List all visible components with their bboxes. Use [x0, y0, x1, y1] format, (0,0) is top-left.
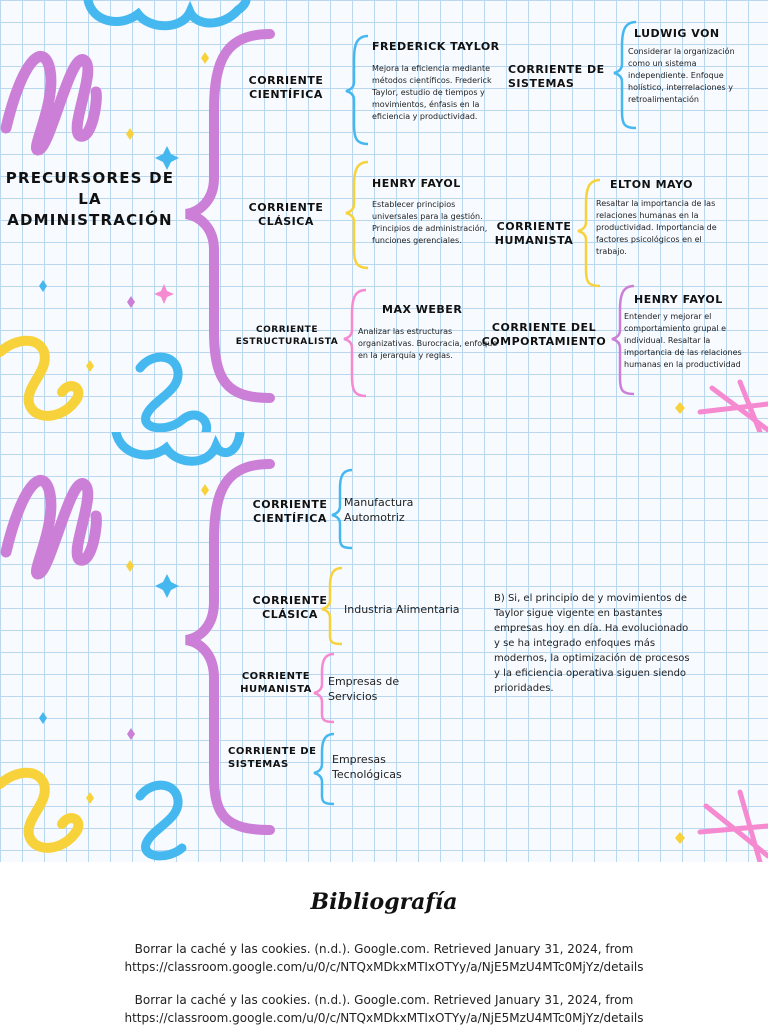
label-cientifica: CORRIENTE CIENTÍFICA: [248, 74, 324, 101]
name-fayol-comportamiento: HENRY FAYOL: [634, 293, 723, 306]
pink-star-decoration: [700, 382, 768, 432]
blue-curl-decoration: [140, 357, 207, 432]
label-humanista: CORRIENTE HUMANISTA: [494, 220, 574, 247]
label-clasica-2: CORRIENTE CLÁSICA: [252, 594, 328, 621]
blue-curl-decoration-2: [140, 785, 182, 856]
mind-map-precursores: [0, 0, 768, 432]
pink-star-decoration-2: [700, 792, 768, 862]
bibliography-title: Bibliografía: [310, 889, 458, 915]
label-clasica: CORRIENTE CLÁSICA: [248, 201, 324, 228]
value-alimentaria: Industria Alimentaria: [344, 603, 460, 616]
desc-weber: Analizar las estructuras organizativas. Burocracia, enfoque en la jerarquía y reglas.: [358, 327, 498, 360]
label-sistemas: CORRIENTE DE SISTEMAS: [508, 63, 605, 90]
purple-squiggle-decoration: [6, 56, 96, 150]
label-cientifica-2: CORRIENTE CIENTÍFICA: [252, 498, 328, 525]
yellow-curl-decoration-2: [0, 773, 78, 848]
yellow-curl-decoration: [0, 341, 78, 416]
desc-mayo: Resaltar la importancia de las relaciones humanas en la productividad. Importancia de factores psicológicos en el trabajo.: [596, 199, 717, 256]
brace-fayol: [346, 162, 368, 268]
reference-2-url[interactable]: https://classroom.google.com/u/0/c/NTQxMDkxMTIxOTYy/a/NjE5MzU4MTc0MjYz/details: [124, 1011, 644, 1025]
brace-taylor: [346, 36, 368, 144]
desc-ludwig: Considerar la organización como un sistema independiente. Enfoque holístico, interrelaciones y retroalimentación: [628, 47, 735, 104]
name-mayo: ELTON MAYO: [610, 178, 693, 191]
bibliography-section: [0, 862, 768, 1024]
blue-cloud-decoration-2: [116, 432, 240, 461]
answer-text: B) Si, el principio de y movimientos de Taylor sigue vigente en bastantes empresas hoy en día. Ha evolucionado y se ha integrado enfoques más modernos, la optimización de procesos y la eficiencia operativa siguen siendo prioridades.: [494, 593, 690, 694]
mind-map-aplicaciones: [0, 432, 768, 862]
blue-cloud-decoration: [88, 0, 246, 26]
label-comportamiento: CORRIENTE DEL COMPORTAMIENTO: [481, 321, 607, 348]
name-taylor: FREDERICK TAYLOR: [372, 40, 500, 53]
desc-taylor: Mejora la eficiencia mediante métodos científicos. Frederick Taylor, estudio de tiempos y movimientos, énfasis en la eficiencia y productividad.: [372, 64, 492, 121]
desc-fayol: Establecer principios universales para la gestión. Principios de administración, funciones gerenciales.: [372, 200, 488, 245]
label-sistemas-2: CORRIENTE DE SISTEMAS: [228, 746, 317, 770]
name-ludwig: LUDWIG VON: [634, 27, 720, 40]
desc-comportamiento: Entender y mejorar el comportamiento grupal e individual. Resaltar la importancia de las relaciones humanas en la productividad: [624, 312, 742, 369]
reference-2-line-1: Borrar la caché y las cookies. (n.d.). Google.com. Retrieved January 31, 2024, from: [134, 993, 634, 1007]
purple-squiggle-decoration-2: [6, 480, 96, 574]
value-manufactura: Manufactura Automotriz: [344, 496, 414, 524]
name-fayol: HENRY FAYOL: [372, 177, 461, 190]
value-servicios: Empresas de Servicios: [328, 675, 400, 703]
reference-1-line-1: Borrar la caché y las cookies. (n.d.). Google.com. Retrieved January 31, 2024, from: [134, 942, 634, 956]
name-weber: MAX WEBER: [382, 303, 463, 316]
value-tecnologicas: Empresas Tecnológicas: [332, 753, 402, 781]
map-title: PRECURSORES DE LA ADMINISTRACIÓN: [5, 169, 175, 229]
reference-1-url[interactable]: https://classroom.google.com/u/0/c/NTQxMDkxMTIxOTYy/a/NjE5MzU4MTc0MjYz/details: [124, 960, 644, 974]
label-estructuralista: CORRIENTE ESTRUCTURALISTA: [235, 325, 339, 347]
label-humanista-2: CORRIENTE HUMANISTA: [240, 671, 312, 695]
